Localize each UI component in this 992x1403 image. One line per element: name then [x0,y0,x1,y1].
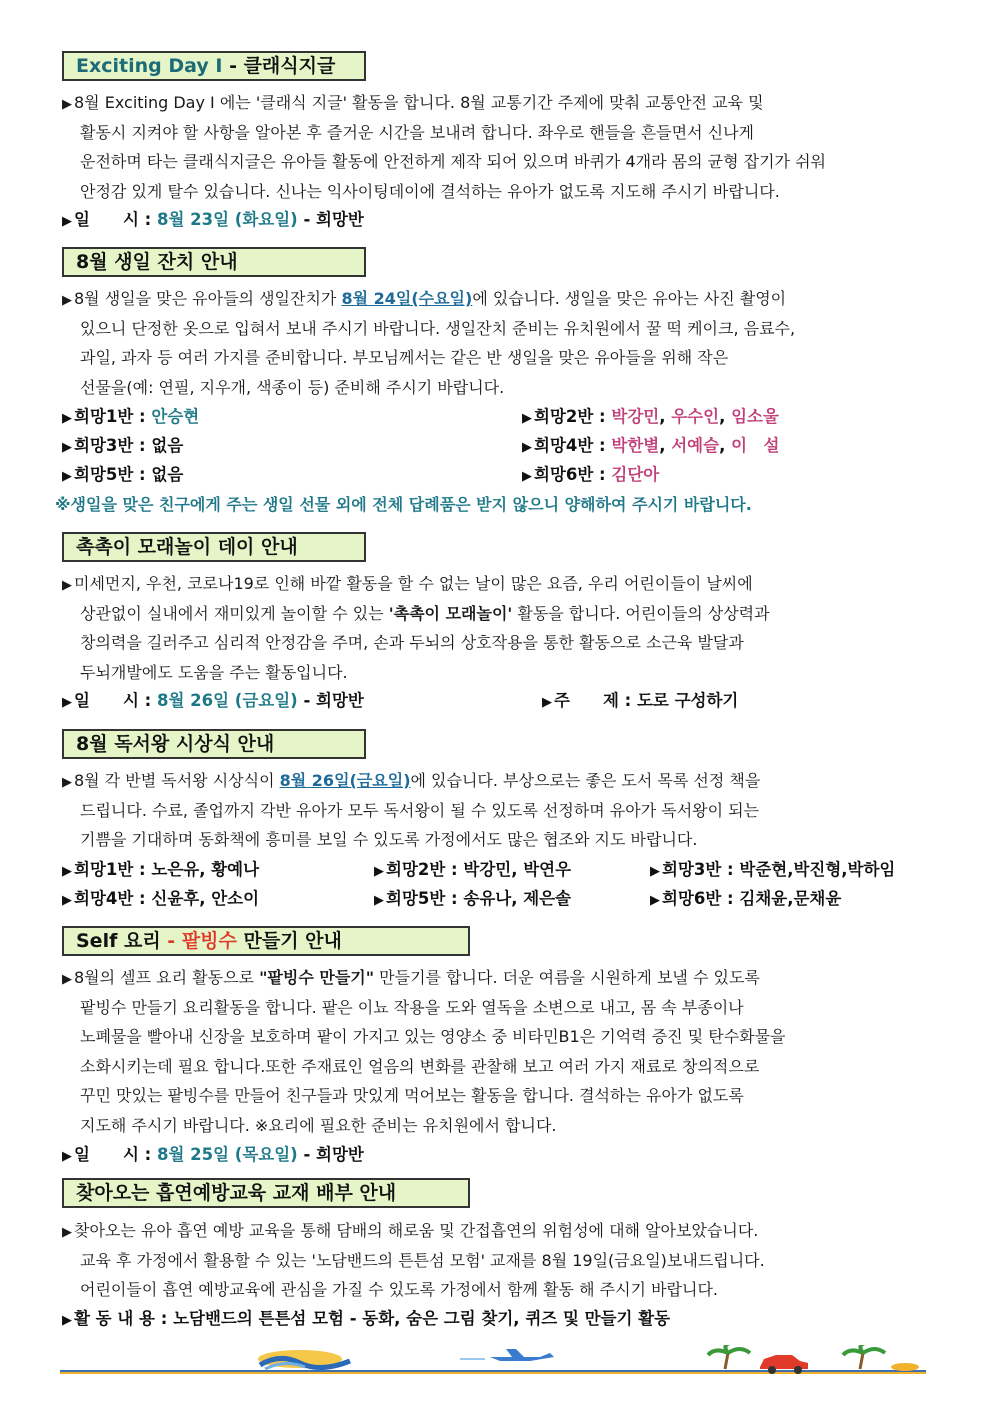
class-value: 임소울 [731,407,779,426]
sun-wave-icon [258,1350,350,1369]
topic-value: 도로 구성하기 [636,691,739,710]
footer-decoration [60,1345,926,1375]
class-label: 희망4반 : [534,436,606,455]
section-body-reading-award [62,766,932,855]
bullet-icon: ▶ [374,864,384,879]
palm-tree-icon [708,1345,750,1369]
body-text: 8월의 셀프 요리 활동으로 [74,968,260,987]
title-part-b: 팥빙수 [181,930,237,952]
topic-row [542,686,738,715]
date-suffix: - 희망반 [303,691,364,710]
airplane-icon [460,1349,554,1361]
body-line: 8월 Exciting Day Ⅰ 에는 '클래식 지글' 활동을 합니다. 8월 교통기간 주제에 맞춰 교통안전 교육 및 [74,93,764,112]
section-body-smoking-prevention [62,1216,932,1305]
body-line: 활동시 지켜야 할 사항을 알아본 후 즐거운 시간을 보내려 합니다. 좌우로 핸들을 흔들면서 신나게 [80,122,754,142]
date-value: 8월 23일 (화요일) [156,210,298,229]
activity-content: 활 동 내 용 : 노담밴드의 튼튼섬 모험 - 동화, 숨은 그림 찾기, 퀴즈 및 만들기 활동 [74,1309,671,1328]
body-line: 어린이들이 흡연 예방교육에 관심을 가질 수 있도록 가정에서 함께 활동 해 주시기 바랍니다. [80,1280,718,1300]
body-text: 상관없이 실내에서 재미있게 놀이할 수 있는 [80,603,389,623]
body-line: 선물을(예: 연필, 지우개, 색종이 등) 준비해 주시기 바랍니다. [80,377,505,397]
class-value: 박한별 [611,436,660,455]
class-row-3 [62,431,183,460]
class-value: 박강민 [611,407,660,426]
body-line: 꾸민 맛있는 팥빙수를 만들어 친구들과 맛있게 먹어보는 활동을 합니다. 결석하는 유아가 없도록 [80,1086,744,1106]
bullet-icon: ▶ [542,695,552,710]
bullet-icon: ▶ [62,469,72,484]
body-line: 찾아오는 유아 흡연 예방 교육을 통해 담배의 해로움 및 간접흡연의 위험성에 대해 알아보았습니다. [74,1221,759,1240]
class-label: 희망5반 : [74,465,146,484]
class-row-4: ▶ 희망4반 : 박한별, 서예슬, 이 설 [522,436,780,455]
bullet-icon: ▶ [62,440,72,455]
award-entry: 희망3반 : 박준현,박진형,박하임 [662,860,896,879]
award-row [650,855,895,884]
class-value: 없음 [151,465,184,484]
body-text: 에 있습니다. 생일을 맞은 유아는 사진 촬영이 [472,289,787,308]
section-title-cooking [62,926,470,956]
schedule-row [62,686,364,715]
title-part-c: 만들기 안내 [236,930,342,952]
class-value: 우수인 [671,407,720,426]
date-value: 8월 26일 (금요일) [156,691,298,710]
bullet-icon: ▶ [62,775,72,790]
date-label: 일 시 : [74,210,152,229]
class-value: 이 설 [731,436,780,455]
class-row-1 [62,402,199,431]
title-dash: - [160,930,182,952]
topic-label: 주 제 : [554,691,632,710]
bullet-icon: ▶ [650,893,660,908]
award-entry: 희망2반 : 박강민, 박연우 [386,860,572,879]
award-date: 8월 26일(금요일) [279,771,411,790]
class-label: 희망6반 : [534,465,606,484]
body-text: 8월 생일을 맞은 유아들의 생일잔치가 [74,289,342,308]
section-body-birthday [62,284,932,402]
class-label: 희망1반 : [74,407,146,426]
class-value: 안승현 [151,407,200,426]
class-label: 희망2반 : [534,407,606,426]
bullet-icon: ▶ [62,97,72,112]
schedule-row [62,205,364,234]
body-text: 에 있습니다. 부상으로는 좋은 도서 목록 선정 책을 [410,771,761,790]
body-line: 지도해 주시기 바랍니다. ※요리에 필요한 준비는 유치원에서 합니다. [80,1115,557,1135]
date-suffix: - 희망반 [303,1145,364,1164]
body-line: 노폐물을 빨아내 신장을 보호하며 팥이 가지고 있는 영양소 중 비타민B1은 기억력 증진 및 탄수화물을 [80,1027,786,1047]
body-line: 교육 후 가정에서 활용할 수 있는 '노담밴드의 튼튼섬 모험' 교재를 8월 19일(금요일)보내드립니다. [80,1250,765,1270]
class-value: 없음 [151,436,184,455]
bullet-icon: ▶ [62,864,72,879]
bullet-icon: ▶ [650,864,660,879]
body-text: 만들기를 합니다. 더운 여름을 시원하게 보낼 수 있도록 [374,968,760,987]
award-row [374,884,571,913]
class-row-6 [522,460,659,489]
class-row-5 [62,460,183,489]
body-line: 창의력을 길러주고 심리적 안정감을 주며, 손과 두뇌의 상호작용을 통한 활동으로 소근육 발달과 [80,633,744,653]
activity-name: '촉촉이 모래놀이' [388,603,513,623]
bullet-icon: ▶ [62,972,72,987]
body-line: 미세먼지, 우천, 코로나19로 인해 바깥 활동을 할 수 없는 날이 많은 요즘, 우리 어린이들이 날씨에 [74,574,753,593]
class-value: 김단아 [611,465,660,484]
award-row [650,884,841,913]
section-body-sand-play [62,569,932,687]
bullet-icon: ▶ [62,1313,72,1328]
award-entry: 희망1반 : 노은유, 황예나 [74,860,260,879]
body-text: 8월 각 반별 독서왕 시상식이 [74,771,280,790]
birthday-date: 8월 24일(수요일) [341,289,473,308]
body-line: 있으니 단정한 옷으로 입혀서 보내 주시기 바랍니다. 생일잔치 준비는 유치원에서 꿀 떡 케이크, 음료수, [80,318,796,338]
bullet-icon: ▶ [522,440,532,455]
award-entry: 희망5반 : 송유나, 제은솔 [386,889,572,908]
date-label: 일 시 : [74,1145,152,1164]
bullet-icon: ▶ [374,893,384,908]
bullet-icon: ▶ [522,411,532,426]
bullet-icon: ▶ [522,469,532,484]
title-part-a: Exciting Day Ⅰ [76,55,223,77]
award-entry: 희망4반 : 신윤후, 안소이 [74,889,260,908]
title-part-a: Self 요리 [76,930,161,952]
award-row [62,855,259,884]
date-value: 8월 25일 (목요일) [156,1145,298,1164]
activity-name: "팥빙수 만들기" [259,968,375,987]
bullet-icon: ▶ [62,1149,72,1164]
bullet-icon: ▶ [62,1225,72,1240]
section-body-cooking [62,963,932,1141]
section-title-smoking-prevention: 찾아오는 흡연예방교육 교재 배부 안내 [62,1178,470,1208]
bullet-icon: ▶ [62,893,72,908]
class-row-2: ▶ 희망2반 : 박강민, 우수인, 임소울 [522,407,779,426]
section-body-exciting-day [62,88,932,206]
body-line: 두뇌개발에도 도움을 주는 활동입니다. [80,662,348,682]
schedule-row [62,1140,364,1169]
body-line: 안정감 있게 탈수 있습니다. 신나는 익사이팅데이에 결석하는 유아가 없도록 지도해 주시기 바랍니다. [80,181,780,201]
body-line: 기쁨을 기대하며 동화책에 흥미를 보일 수 있도록 가정에서도 많은 협조와 지도 바랍니다. [80,830,698,850]
bullet-icon: ▶ [62,411,72,426]
activity-row [62,1304,670,1333]
bullet-icon: ▶ [62,293,72,308]
section-title-reading-award: 8월 독서왕 시상식 안내 [62,729,366,759]
birthday-note: ※생일을 맞은 친구에게 주는 생일 선물 외에 전체 답례품은 받지 않으니 양해하여 주시기 바랍니다. [55,495,752,514]
body-line: 운전하며 타는 클래식지글은 유아들 활동에 안전하게 제작 되어 있으며 바퀴가 4개라 몸의 균형 잡기가 쉬워 [80,152,826,172]
palm-tree-icon [843,1345,919,1371]
date-label: 일 시 : [74,691,152,710]
body-line: 과일, 과자 등 여러 가지를 준비합니다. 부모님께서는 같은 반 생일을 맞은 유아들을 위해 작은 [80,348,729,368]
date-suffix: - 희망반 [303,210,364,229]
section-title-sand-play: 촉촉이 모래놀이 데이 안내 [62,532,366,562]
body-line: 소화시키는데 필요 합니다.또한 주재료인 얼음의 변화를 관찰해 보고 여러 가지 재료로 창의적으로 [80,1056,760,1076]
section-title-birthday: 8월 생일 잔치 안내 [62,247,366,277]
title-part-b: - 클래식지글 [229,55,336,77]
bullet-icon: ▶ [62,214,72,229]
award-row [62,884,259,913]
body-line: 드립니다. 수료, 졸업까지 각반 유아가 모두 독서왕이 될 수 있도록 선정하며 유아가 독서왕이 되는 [80,800,760,820]
class-label: 희망3반 : [74,436,146,455]
award-row [374,855,571,884]
bullet-icon: ▶ [62,578,72,593]
body-text: 활동을 합니다. 어린이들의 상상력과 [512,603,770,623]
body-line: 팥빙수 만들기 요리활동을 합니다. 팥은 이뇨 작용을 도와 열독을 소변으로 내고, 몸 속 부종이나 [80,997,744,1017]
bullet-icon: ▶ [62,695,72,710]
class-value: 서예슬 [671,436,720,455]
award-entry: 희망6반 : 김채윤,문채윤 [662,889,842,908]
section-title-exciting-day [62,51,366,81]
